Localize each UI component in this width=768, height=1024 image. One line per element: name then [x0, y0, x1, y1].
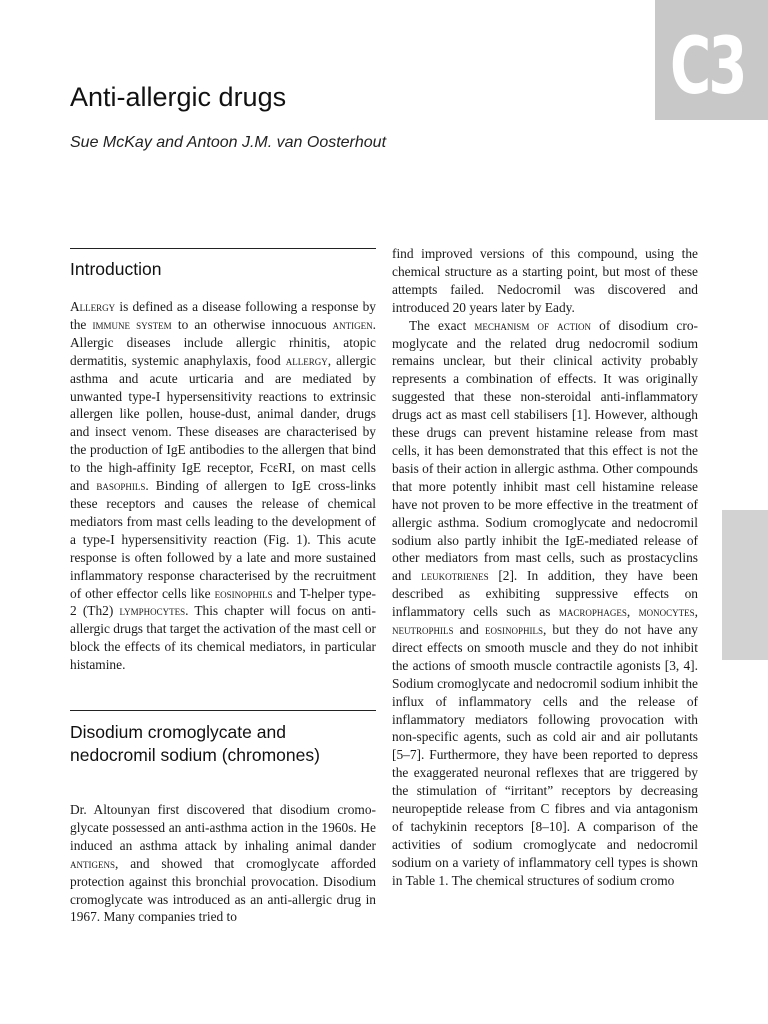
- text-run: , and showed that cromoglycate afforded protection against this bronchial provocation. Disodium cromoglycate was introduced as an anti-allergic drug in 1967. Many companies tried to: [70, 855, 376, 925]
- section-rule: [70, 248, 376, 249]
- text-run: The exact: [409, 317, 475, 333]
- term-immune-system: immune system: [92, 316, 172, 332]
- term-mechanism-of-action: mechanism of action: [474, 317, 592, 333]
- text-run: . Allergic diseases include allergic rhinitis, atopic dermatitis, systemic anaphylaxis, food: [70, 316, 376, 368]
- text-run: and T-helper type-2 (Th2): [70, 585, 377, 619]
- authors: Sue McKay and Antoon J.M. van Oosterhout: [70, 134, 387, 151]
- chapter-code: C3: [670, 22, 745, 112]
- term-allergy: Allergy: [70, 299, 116, 314]
- text-run: . Binding of allergen to IgE cross-links these receptors and causes the release of chemical mediators from mast cells leading to the development of a type-I hypersensitivity reaction (Fig. 1). This acute response is often followed by a late and more sustained inflammatory response characterised by the recruitment of other effector cells like: [70, 478, 376, 601]
- text-run: is defined as a disease following a response by the: [70, 299, 376, 332]
- term-allergy-2: allergy: [285, 352, 328, 368]
- text-run: , allergic asthma and acute urticaria and are mediated by unwanted type-I hypersensitivity reactions to extrinsic allergen like pollen, house-dust, animal dander, drugs and insect venom. These diseases are characterised by the production of IgE antibodies to the allergen that bind to the high-affinity IgE receptor, FcεRI, on mast cells and: [70, 352, 376, 494]
- left-column: [70, 248, 376, 926]
- chromones-paragraph-2: [392, 317, 698, 890]
- term-lymphocytes: lymphocytes: [119, 603, 186, 619]
- term-eosinophils-2: eosinophils: [484, 622, 543, 638]
- heading-line: nedocromil sodium (chromones): [70, 745, 320, 766]
- page-title: Anti-allergic drugs: [70, 82, 287, 112]
- section-heading-introduction: Introduction: [70, 259, 162, 279]
- heading-line: Disodium cromoglycate and: [70, 722, 286, 743]
- section-heading-chromones: [70, 721, 376, 767]
- text-run: of disodium cromoglycate and the related drug nedocromil sodium remains unclear, but their clinical activity probably represents a combination of effects. It was originally suggested that these non-steroidal anti-inflammatory drugs act as mast cell stabilisers [1]. However, although these drugs can prevent histamine release from mast cells, it has been demonstrated that this effect is not the basis of their action in allergic asthma. Other compounds that more potently inhibit mast cell histamine release have not proven to be more effective in the treatment of allergic asthma. Sodium cromoglycate and nedocromil sodium also partly inhibit the IgE-mediated release of other mediators from mast cells, such as prostacyclins and: [392, 317, 698, 584]
- term-antigen: antigen: [332, 316, 373, 332]
- side-thumb-tab: [722, 510, 768, 660]
- term-monocytes: monocytes: [638, 604, 695, 620]
- term-leukotrienes: leukotrienes: [421, 568, 489, 584]
- text-run: and: [453, 622, 485, 638]
- text-run: , but they do not have any direct effects on smooth muscle and they do not inhibit the actions of smooth muscle contractile agonists [3, 4]. Sodium cromoglycate and nedocromil sodium inhibit the influx of inflammatory cells and the release of inflammatory mediators following provocation with non-specific agents, such as cold air and air pollutants [5–7]. Furthermore, they have been reported to depress the exaggerated neuronal reflexes that are triggered by the stimulation of “irritant” receptors by decreasing neuropeptide release from C fibres and via antagonism of tachykinin receptors [8–10]. A comparison of the activities of sodium cromoglycate and nedocromil sodium on a variety of inflammatory cell types is shown in Table 1. The chemical structures of sodium cromo: [392, 622, 699, 888]
- term-neutrophils: neutrophils: [392, 622, 454, 638]
- term-macrophages: macrophages: [558, 604, 627, 620]
- term-antigens: antigens: [70, 855, 115, 871]
- chromones-paragraph-1: [70, 801, 376, 926]
- intro-paragraph: [70, 298, 376, 674]
- term-eosinophils: eosinophils: [214, 585, 273, 601]
- right-column: [392, 245, 698, 890]
- text-run: ,: [694, 604, 698, 620]
- text-run: ,: [626, 604, 639, 620]
- section-rule: [70, 710, 376, 711]
- text-run: . This chapter will focus on anti-allergic drugs that target the activation of the mast cell or block the effects of its chemical mediators, in particular histamine.: [70, 603, 376, 673]
- text-run: [2]. In addition, they have been described as exhibiting suppressive effects on inflammatory cells such as: [392, 568, 698, 620]
- chromones-paragraph-1-continued: find improved versions of this compound, using the chemical structure as a starting point, but most of these attempts failed. Nedocromil was discovered and introduced 20 years later by Eady.: [392, 246, 698, 315]
- term-basophils: basophils: [96, 478, 146, 494]
- text-run: Dr. Altounyan first discovered that disodium cromoglycate possessed an anti-asthma action in the 1960s. He induced an asthma attack by inhaling animal dander: [70, 802, 376, 853]
- text-run: to an otherwise innocuous: [171, 316, 333, 332]
